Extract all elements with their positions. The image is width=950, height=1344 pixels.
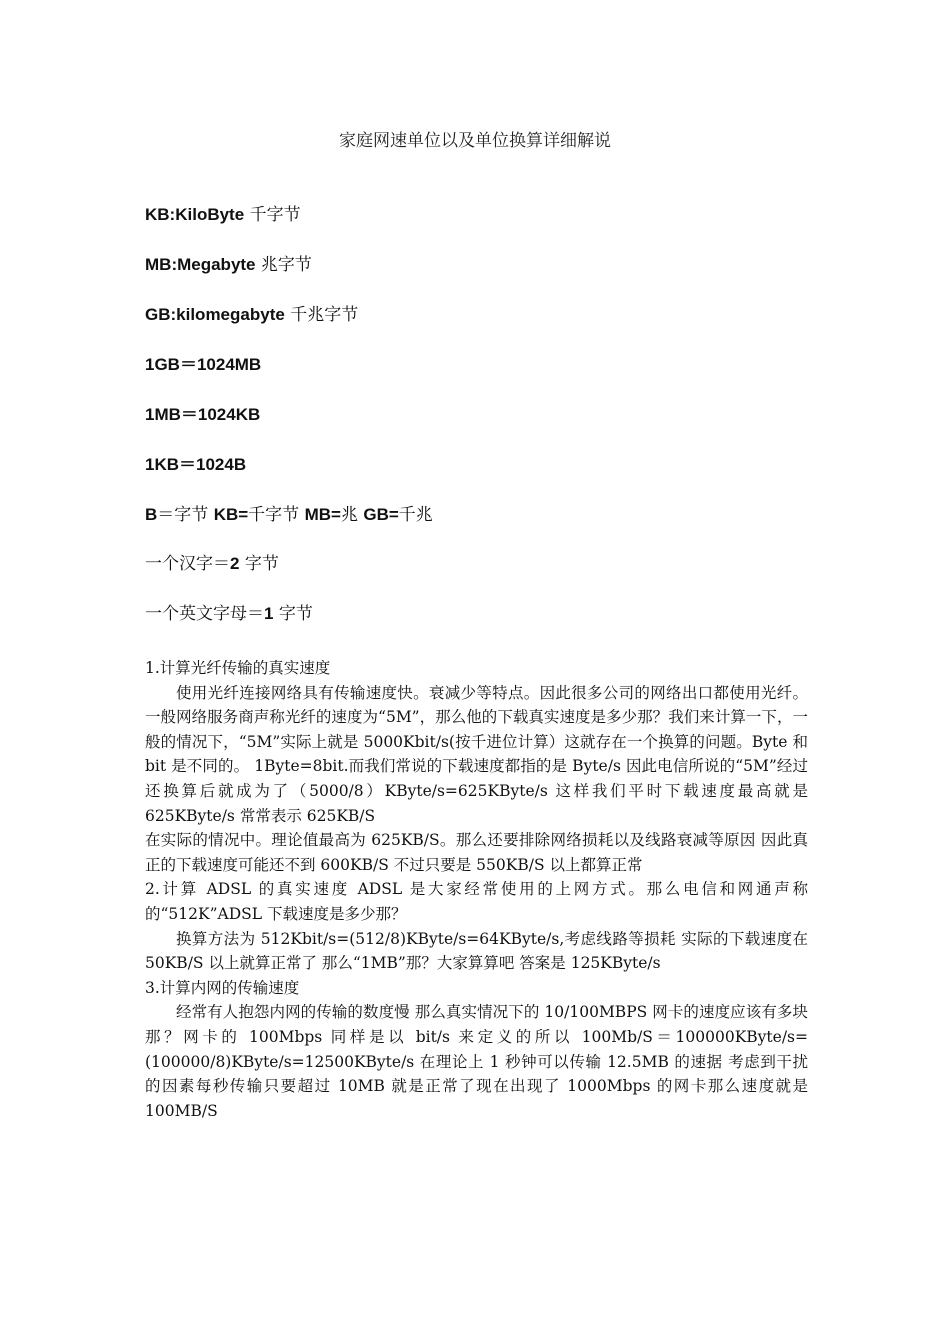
paragraph-fiber-actual: 在实际的情况中。理论值最高为 625KB/S。那么还要排除网络损耗以及线路衰减等原因 因此真正的下载速度可能还不到 600KB/S 不过只要是 550KB/S 以上都算正常 xyxy=(145,831,808,874)
unit-mb-meaning: 兆 xyxy=(340,505,364,525)
hanzi-bytes xyxy=(145,549,279,574)
document-title: 家庭网速单位以及单位换算详细解说 xyxy=(339,131,611,151)
letter-number: 1 xyxy=(264,604,274,623)
section-heading-adsl: 2.计算 ADSL 的真实速度 ADSL 是大家经常使用的上网方式。那么电信和网通声称的“512K”ADSL 下载速度是多少那？ xyxy=(145,880,808,923)
definition-term: GB:kilomegabyte xyxy=(145,305,285,324)
letter-label: 一个英文字母＝ xyxy=(145,604,264,624)
hanzi-number: 2 xyxy=(230,554,240,573)
letter-bytes xyxy=(145,599,313,624)
hanzi-unit: 字节 xyxy=(239,554,279,574)
definition-gb-to-mb xyxy=(145,350,261,375)
unit-b: B xyxy=(145,505,158,524)
paragraph-fiber: 使用光纤连接网络具有传输速度快。衰减少等特点。因此很多公司的网络出口都使用光纤。一般网络服务商声称光纤的速度为“5M”，那么他的下载真实速度是多少那？我们来计算一下，一般的情况下，“5M”实际上就是 5000Kbit/s(按千进位计算）这就存在一个换算的问题。Byte 和 bit 是不同的。 1Byte=8bit.而我们常说的下载速度都指的是 Byte/s 因此电信所说的“5M”经过还换算后就成为了（5000/8）KByte/s=625KByte/s 这样我们平时下载速度最高就是 625KByte/s 常常表示 625KB/S xyxy=(145,683,808,825)
definition-term: MB:Megabyte xyxy=(145,255,256,274)
definition-mb xyxy=(145,250,312,275)
definition-term: KB:KiloByte xyxy=(145,205,245,224)
section-heading-lan: 3.计算内网的传输速度 xyxy=(145,978,300,997)
hanzi-label: 一个汉字＝ xyxy=(145,554,230,574)
definition-meaning: 千字节 xyxy=(244,205,301,225)
unit-kb: KB= xyxy=(213,505,249,524)
definition-term: 1KB＝1024B xyxy=(145,455,247,474)
unit-gb: GB= xyxy=(363,505,399,524)
definition-mb-to-kb xyxy=(145,400,260,425)
unit-kb-meaning: 千字节 xyxy=(248,505,305,525)
section-heading-fiber: 1.计算光纤传输的真实速度 xyxy=(145,659,331,677)
definition-term: 1GB＝1024MB xyxy=(145,355,262,374)
definition-gb xyxy=(145,300,358,325)
unit-summary xyxy=(145,500,433,525)
unit-gb-meaning: 千兆 xyxy=(398,505,433,525)
article-body xyxy=(145,656,808,1123)
definition-meaning: 千兆字节 xyxy=(284,305,359,325)
definition-meaning: 兆字节 xyxy=(255,255,312,275)
definition-term: 1MB＝1024KB xyxy=(145,405,261,424)
paragraph-lan: 经常有人抱怨内网的传输的数度慢 那么真实情况下的 10/100MBPS 网卡的速度应该有多块那？网卡的 100Mbps 同样是以 bit/s 来定义的所以 100Mb/S＝100000KByte/s=(100000/8)KByte/s=12500KByte/s 在理论上 1 秒钟可以传输 12.5MB 的速据 考虑到干扰的因素每秒传输只要超过 10MB 就是正常了现在出现了 1000Mbps 的网卡那么速度就是 100MB/S xyxy=(145,1003,808,1120)
paragraph-adsl: 换算方法为 512Kbit/s=(512/8)KByte/s=64KByte/s,考虑线路等损耗 实际的下载速度在 50KB/S 以上就算正常了 那么“1MB”那？大家算算吧 答案是 125KByte/s xyxy=(145,929,808,973)
unit-b-meaning: ＝字节 xyxy=(157,505,214,525)
letter-unit: 字节 xyxy=(273,604,313,624)
unit-mb: MB= xyxy=(304,505,341,524)
definition-kb xyxy=(145,200,301,225)
definition-kb-to-b xyxy=(145,450,246,475)
